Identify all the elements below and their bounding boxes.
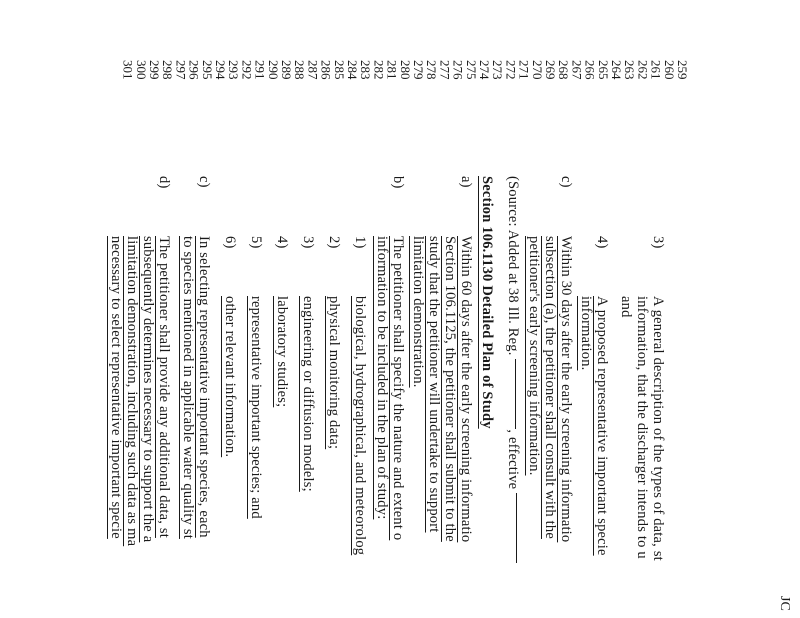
line-number: 293 <box>226 60 242 80</box>
item-3-line-2: information, that the discharger intends to u <box>634 296 650 559</box>
line-number: 287 <box>305 60 321 80</box>
line-number: 262 <box>635 60 651 80</box>
section-heading: Section 106.1130 Detailed Plan of Study <box>479 176 495 429</box>
b2-marker: 2) <box>326 236 342 249</box>
source-register-blank <box>515 359 517 429</box>
d-line-3: limitation demonstration, including such data as ma <box>124 236 140 547</box>
a-line-2: Section 106.1125, the petitioner shall submit to the <box>442 236 458 542</box>
line-number: 271 <box>516 60 532 80</box>
a-line-3: study that the petitioner will undertake to support <box>426 236 442 533</box>
line-number: 283 <box>358 60 374 80</box>
line-number: 301 <box>120 60 136 80</box>
line-number: 298 <box>160 60 176 80</box>
line-number: 261 <box>648 60 664 80</box>
b2-text: physical monitoring data; <box>326 296 342 450</box>
line-number: 299 <box>147 60 162 80</box>
line-number: 276 <box>450 60 466 80</box>
line-number: 272 <box>503 60 519 80</box>
line-number: 260 <box>661 60 677 80</box>
b5-marker: 5) <box>248 236 264 249</box>
item-4-line-2: information. <box>578 296 594 371</box>
line-number: 295 <box>199 60 215 80</box>
d-line-4: necessary to select representative important specie <box>108 236 124 539</box>
line-number: 290 <box>265 60 281 80</box>
line-number: 280 <box>397 60 413 80</box>
line-number: 294 <box>213 60 228 80</box>
line-number: 266 <box>582 60 598 80</box>
a-line-1: Within 60 days after the early screening informatio <box>458 236 474 543</box>
line-number: 291 <box>252 60 268 80</box>
a-marker: a) <box>458 176 474 188</box>
source-note <box>505 176 521 563</box>
d-marker: d) <box>156 176 172 189</box>
line-number: 300 <box>133 60 149 80</box>
b1-text: biological, hydrographical, and meteorolog <box>352 296 368 556</box>
c2-line-2: to species mentioned in applicable water quality st <box>180 236 196 539</box>
item-3-line-3: and <box>618 296 634 318</box>
line-number: 285 <box>331 60 347 80</box>
line-number: 289 <box>279 60 294 80</box>
b1-marker: 1) <box>352 236 368 249</box>
b-marker: b) <box>390 176 406 189</box>
line-number: 263 <box>622 60 638 80</box>
c2-marker: c) <box>196 176 212 188</box>
line-number: 274 <box>477 60 492 80</box>
line-number: 269 <box>543 60 558 80</box>
b-line-1: The petitioner shall specify the nature and extent o <box>390 236 406 541</box>
line-number: 284 <box>345 60 360 80</box>
line-number: 265 <box>595 60 611 80</box>
line-number: 277 <box>437 60 453 80</box>
c-marker: c) <box>558 176 574 188</box>
source-note-text: (Source: Added at 38 Ill. Reg. <box>505 176 521 360</box>
b-line-2: information to be included in the plan of study: <box>374 236 390 520</box>
line-number: 270 <box>529 60 545 80</box>
line-number: 281 <box>384 60 400 80</box>
b5-text: representative important species; and <box>248 296 264 519</box>
line-number: 273 <box>490 60 506 80</box>
line-number: 288 <box>292 60 308 80</box>
b6-text: other relevant information. <box>222 296 238 458</box>
line-number: 264 <box>609 60 624 80</box>
item-4-line-1: A proposed representative important specie <box>594 296 610 556</box>
item-3-line-1: A general description of the types of data, st <box>650 296 666 561</box>
d-line-1: The petitioner shall provide any additional data, st <box>156 236 172 538</box>
c-line-3: petitioner's early screening information. <box>526 236 542 476</box>
item-4-marker: 4) <box>594 236 610 249</box>
line-number: 268 <box>556 60 572 80</box>
item-3-marker: 3) <box>650 236 666 249</box>
b4-text: laboratory studies; <box>274 296 290 408</box>
source-effective-text: , effective <box>505 429 521 490</box>
b3-marker: 3) <box>300 236 316 249</box>
line-number: 278 <box>424 60 440 80</box>
c-line-1: Within 30 days after the early screening informatio <box>558 236 574 543</box>
line-number: 292 <box>239 60 255 80</box>
line-number: 297 <box>173 60 189 80</box>
line-number: 279 <box>411 60 426 80</box>
line-number: 296 <box>186 60 202 80</box>
b3-text: engineering or diffusion models; <box>300 296 316 492</box>
c-line-2: subsection (a), the petitioner shall consult with the <box>542 236 558 539</box>
line-number: 259 <box>675 60 690 80</box>
line-number: 282 <box>371 60 387 80</box>
a-line-4: limitation demonstration. <box>410 236 426 388</box>
b4-marker: 4) <box>274 236 290 249</box>
d-line-2: subsequently determines necessary to support the a <box>140 236 156 543</box>
line-number: 267 <box>569 60 585 80</box>
b6-marker: 6) <box>222 236 238 249</box>
line-number: 286 <box>318 60 334 80</box>
corner-header-text: JC <box>777 596 792 611</box>
line-number: 275 <box>463 60 479 80</box>
c2-line-1: In selecting representative important species, each <box>196 236 212 538</box>
